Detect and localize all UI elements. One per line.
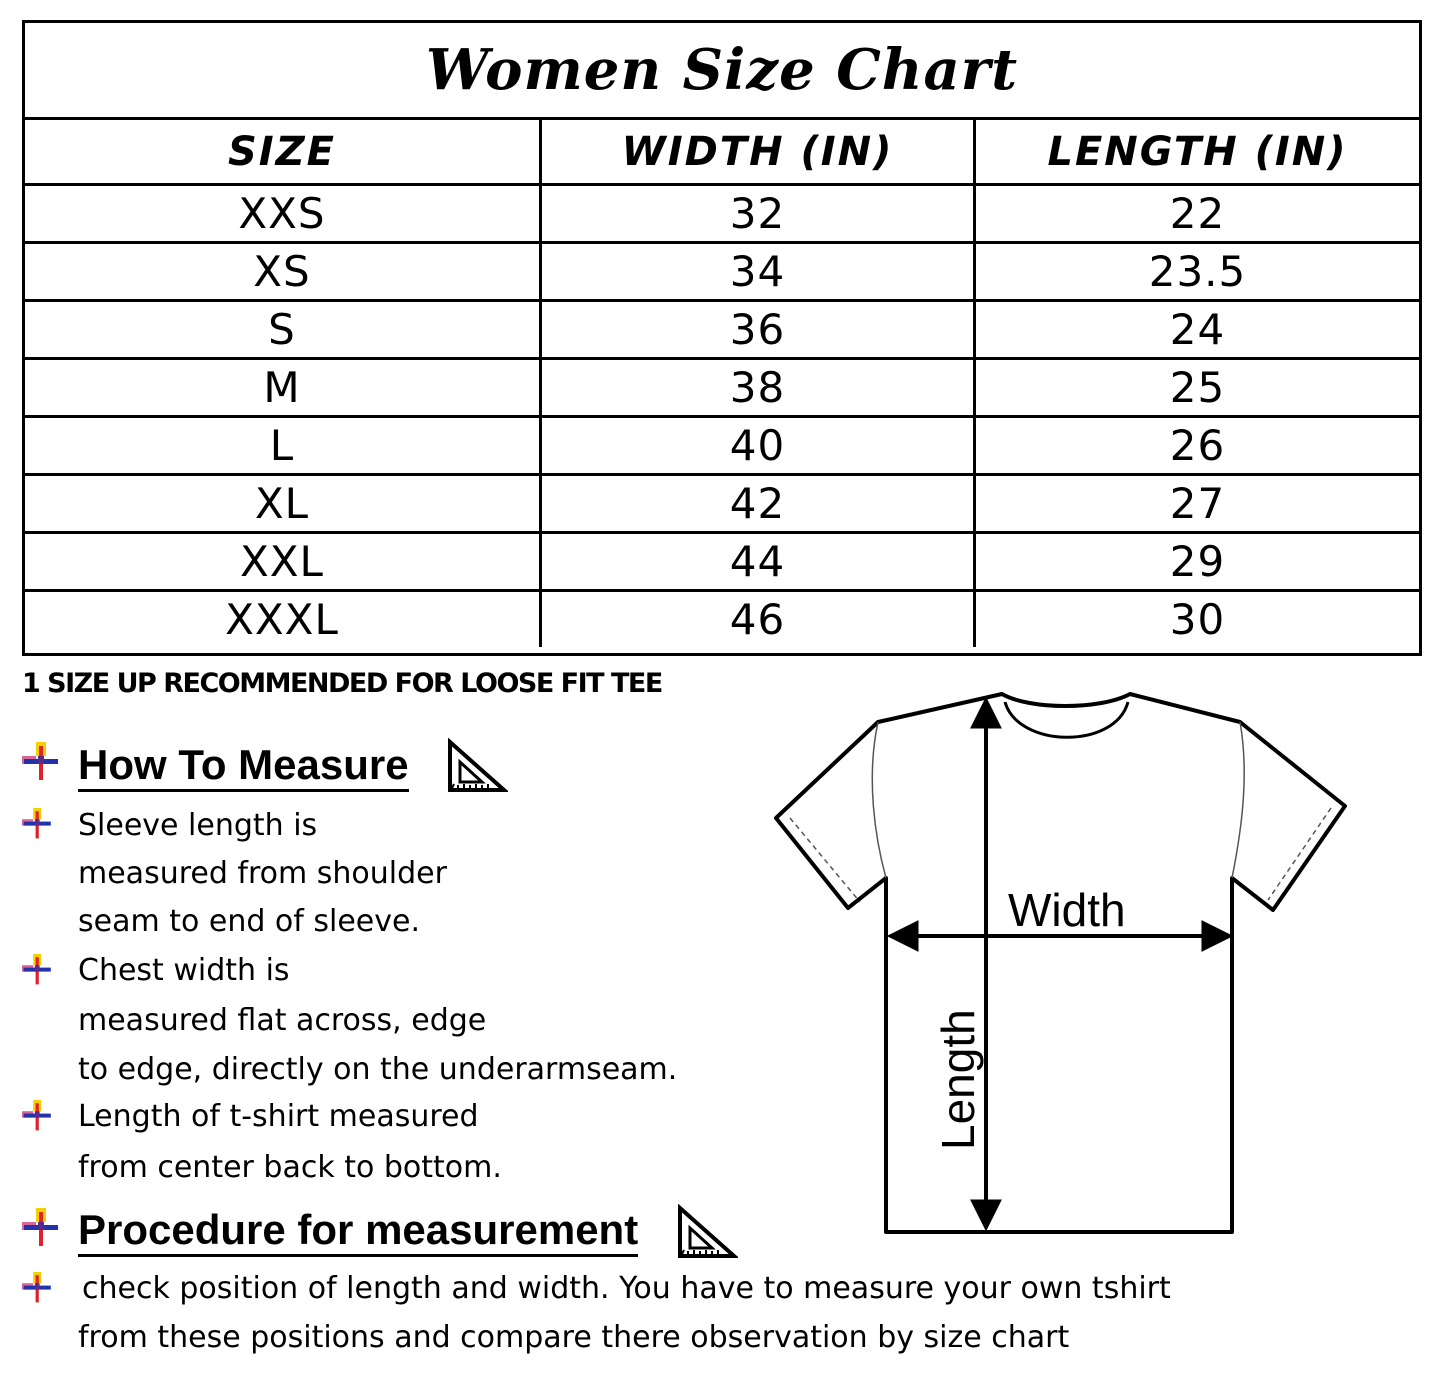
cell-width: 42	[541, 475, 975, 533]
how-to-item-1-line-1: Sleeve length is	[78, 808, 318, 843]
how-to-item-1-line-2: measured from shoulder	[78, 856, 447, 891]
header-length: LENGTH (IN)	[975, 120, 1420, 185]
length-label: Length	[932, 1009, 984, 1150]
how-to-item-2-line-2: measured flat across, edge	[78, 1003, 487, 1038]
how-to-item-3-line-2: from center back to bottom.	[78, 1150, 502, 1185]
header-row	[25, 120, 1419, 185]
cell-length: 29	[975, 533, 1420, 591]
chart-title: Women Size Chart	[25, 23, 1419, 120]
cell-length: 23.5	[975, 243, 1420, 301]
table-row	[25, 301, 1419, 359]
cell-width: 32	[541, 185, 975, 243]
cell-length: 26	[975, 417, 1420, 475]
bullet-plus-icon	[22, 1100, 54, 1132]
table-row	[25, 533, 1419, 591]
cell-size: XS	[25, 243, 541, 301]
cell-size: XL	[25, 475, 541, 533]
cell-width: 44	[541, 533, 975, 591]
table-row	[25, 417, 1419, 475]
how-to-item-2-line-3: to edge, directly on the underarmseam.	[78, 1052, 678, 1087]
bullet-plus-icon	[22, 1272, 54, 1304]
cell-length: 25	[975, 359, 1420, 417]
table-row	[25, 359, 1419, 417]
cell-size: M	[25, 359, 541, 417]
tshirt-outline	[776, 694, 1345, 1232]
cell-width: 38	[541, 359, 975, 417]
table-row	[25, 475, 1419, 533]
cell-length: 22	[975, 185, 1420, 243]
how-to-item-1-line-3: seam to end of sleeve.	[78, 904, 421, 939]
cell-size: S	[25, 301, 541, 359]
cell-length: 30	[1169, 595, 1226, 644]
header-size: SIZE	[25, 120, 541, 185]
cell-width: 34	[541, 243, 975, 301]
procedure-line-2: from these positions and compare there observation by size chart	[78, 1320, 1070, 1355]
cell-size: L	[25, 417, 541, 475]
header-width: WIDTH (IN)	[541, 120, 975, 185]
cell-width: 46	[541, 591, 975, 648]
size-chart	[22, 20, 1422, 656]
bullet-plus-icon	[22, 1208, 62, 1248]
how-to-item-3-line-1: Length of t-shirt measured	[78, 1099, 479, 1134]
width-label: Width	[1008, 884, 1126, 936]
bullet-plus-icon	[22, 742, 62, 782]
table-row	[25, 185, 1419, 243]
set-square-icon	[676, 1204, 738, 1260]
procedure-line-1: check position of length and width. You have to measure your own tshirt	[82, 1271, 1171, 1306]
procedure-heading: Procedure for measurement	[78, 1206, 638, 1257]
tshirt-icon	[770, 688, 1360, 1238]
cell-length: 27	[975, 475, 1420, 533]
cell-size: XXL	[25, 533, 541, 591]
how-to-measure-heading: How To Measure	[78, 741, 409, 792]
table-row	[25, 591, 1419, 648]
bullet-plus-icon	[22, 808, 54, 840]
how-to-item-2-line-1: Chest width is	[78, 953, 290, 988]
cell-length: 24	[975, 301, 1420, 359]
size-table	[25, 120, 1419, 647]
bullet-plus-icon	[22, 954, 54, 986]
cell-width: 40	[541, 417, 975, 475]
size-note: 1 SIZE UP RECOMMENDED FOR LOOSE FIT TEE	[22, 668, 662, 699]
set-square-icon	[446, 738, 508, 794]
cell-size: XXS	[25, 185, 541, 243]
cell-size: XXXL	[25, 591, 541, 648]
cell-width: 36	[541, 301, 975, 359]
table-row	[25, 243, 1419, 301]
